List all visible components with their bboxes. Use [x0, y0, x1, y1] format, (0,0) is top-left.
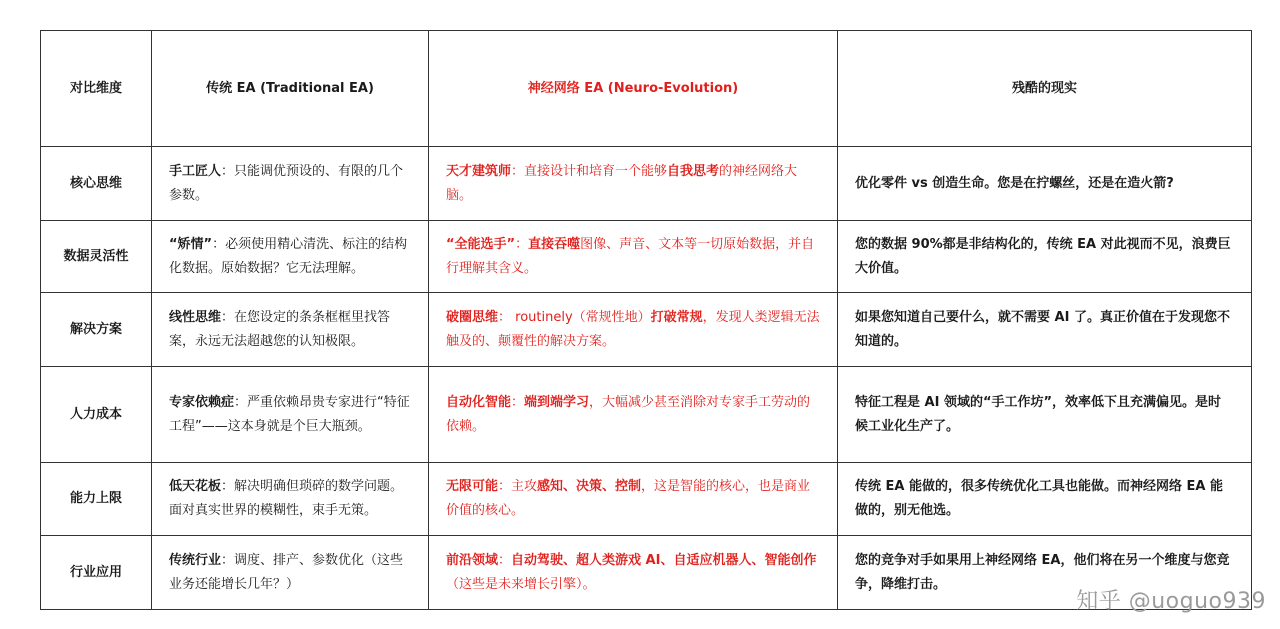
- header-reality: 残酷的现实: [838, 31, 1252, 147]
- neuro-key-text: 破圈思维: [446, 309, 499, 325]
- neuro-key-text: “全能选手”: [446, 236, 516, 252]
- traditional-cell: [152, 463, 429, 536]
- reality-cell: 传统 EA 能做的，很多传统优化工具也能做。而神经网络 EA 能做的，别无他选。: [838, 463, 1252, 536]
- row-dimension: 核心思维: [41, 147, 152, 221]
- table-row: [41, 536, 1252, 610]
- neuro-text: 的神经网络大脑。: [446, 163, 798, 203]
- neuro-cell: [429, 463, 838, 536]
- neuro-key-text: 天才建筑师: [446, 163, 512, 179]
- neuro-text: ：: [511, 394, 525, 410]
- traditional-key: 专家依赖症: [169, 394, 235, 410]
- header-row: [41, 31, 1252, 147]
- table-row: [41, 147, 1252, 221]
- neuro-text: ：: [498, 552, 512, 568]
- header-traditional-ea: 传统 EA (Traditional EA): [152, 31, 429, 147]
- neuro-key-text: 打破常规: [650, 309, 703, 325]
- neuro-cell: [429, 536, 838, 610]
- traditional-key: “矫情”: [169, 236, 213, 252]
- traditional-text: ：必须使用精心清洗、标注的结构化数据。原始数据？它无法理解。: [169, 236, 408, 276]
- neuro-key-text: 感知、决策、控制: [537, 479, 642, 494]
- neuro-key-text: 端到端学习: [524, 394, 590, 410]
- traditional-key: 低天花板: [169, 479, 222, 494]
- neuro-text: （这些是未来增长引擎）。: [446, 576, 596, 592]
- neuro-text: ： routinely（常规性地）: [498, 309, 651, 325]
- traditional-cell: [152, 147, 429, 221]
- neuro-key-text: 自动化智能: [446, 394, 512, 410]
- reality-cell: 您的竞争对手如果用上神经网络 EA，他们将在另一个维度与您竞争，降维打击。: [838, 536, 1252, 610]
- traditional-text: ：解决明确但琐碎的数学问题。面对真实世界的模糊性，束手无策。: [169, 479, 404, 518]
- traditional-key: 手工匠人: [169, 163, 222, 179]
- traditional-cell: [152, 536, 429, 610]
- row-dimension: 能力上限: [41, 463, 152, 536]
- row-dimension: 解决方案: [41, 293, 152, 367]
- reality-cell: 您的数据 90%都是非结构化的，传统 EA 对此视而不见，浪费巨大价值。: [838, 221, 1252, 293]
- table-row: [41, 221, 1252, 293]
- row-dimension: 人力成本: [41, 367, 152, 463]
- neuro-cell: [429, 367, 838, 463]
- neuro-text: ，大幅减少甚至消除对专家手工劳动的依赖。: [446, 394, 811, 434]
- reality-cell: 如果您知道自己要什么，就不需要 AI 了。真正价值在于发现您不知道的。: [838, 293, 1252, 367]
- neuro-cell: [429, 147, 838, 221]
- traditional-cell: [152, 221, 429, 293]
- neuro-text: ：主攻: [498, 479, 538, 494]
- table-row: [41, 463, 1252, 536]
- neuro-text: ，这是智能的核心，也是商业价值的核心。: [446, 479, 811, 518]
- reality-cell: 优化零件 vs 创造生命。您是在拧螺丝，还是在造火箭?: [838, 147, 1252, 221]
- row-dimension: 行业应用: [41, 536, 152, 610]
- zhihu-watermark: 知乎 @uoguo939: [1076, 589, 1266, 614]
- traditional-cell: [152, 367, 429, 463]
- neuro-key-text: 自动驾驶、超人类游戏 AI、自适应机器人、智能创作: [511, 552, 817, 568]
- traditional-text: ：只能调优预设的、有限的几个参数。: [169, 163, 404, 203]
- header-dimension: 对比维度: [41, 31, 152, 147]
- reality-cell: 特征工程是 AI 领域的“手工作坊”，效率低下且充满偏见。是时候工业化生产了。: [838, 367, 1252, 463]
- table-row: [41, 367, 1252, 463]
- neuro-text: 图像、声音、文本等一切原始数据，并自行理解其含义。: [446, 236, 815, 276]
- traditional-text: ：在您设定的条条框框里找答案，永远无法超越您的认知极限。: [169, 309, 391, 349]
- traditional-key: 线性思维: [169, 309, 222, 325]
- neuro-key-text: 直接吞噬: [528, 236, 581, 252]
- neuro-text: ，发现人类逻辑无法触及的、颠覆性的解决方案。: [446, 309, 820, 349]
- traditional-text: ：严重依赖昂贵专家进行“特征工程”——这本身就是个巨大瓶颈。: [169, 394, 410, 434]
- row-dimension: 数据灵活性: [41, 221, 152, 293]
- neuro-key-text: 无限可能: [446, 479, 499, 494]
- traditional-text: ：调度、排产、参数优化（这些业务还能增长几年？）: [169, 552, 404, 592]
- traditional-cell: [152, 293, 429, 367]
- neuro-cell: [429, 221, 838, 293]
- traditional-key: 传统行业: [169, 552, 222, 568]
- comparison-table: [40, 30, 1252, 610]
- neuro-cell: [429, 293, 838, 367]
- header-neuro-evolution-ea: 神经网络 EA (Neuro-Evolution): [429, 31, 838, 147]
- neuro-key-text: 前沿领域: [446, 552, 499, 568]
- neuro-text: ：直接设计和培育一个能够: [511, 163, 668, 179]
- table-row: [41, 293, 1252, 367]
- neuro-key-text: 自我思考: [667, 163, 720, 179]
- neuro-text: ：: [515, 236, 529, 252]
